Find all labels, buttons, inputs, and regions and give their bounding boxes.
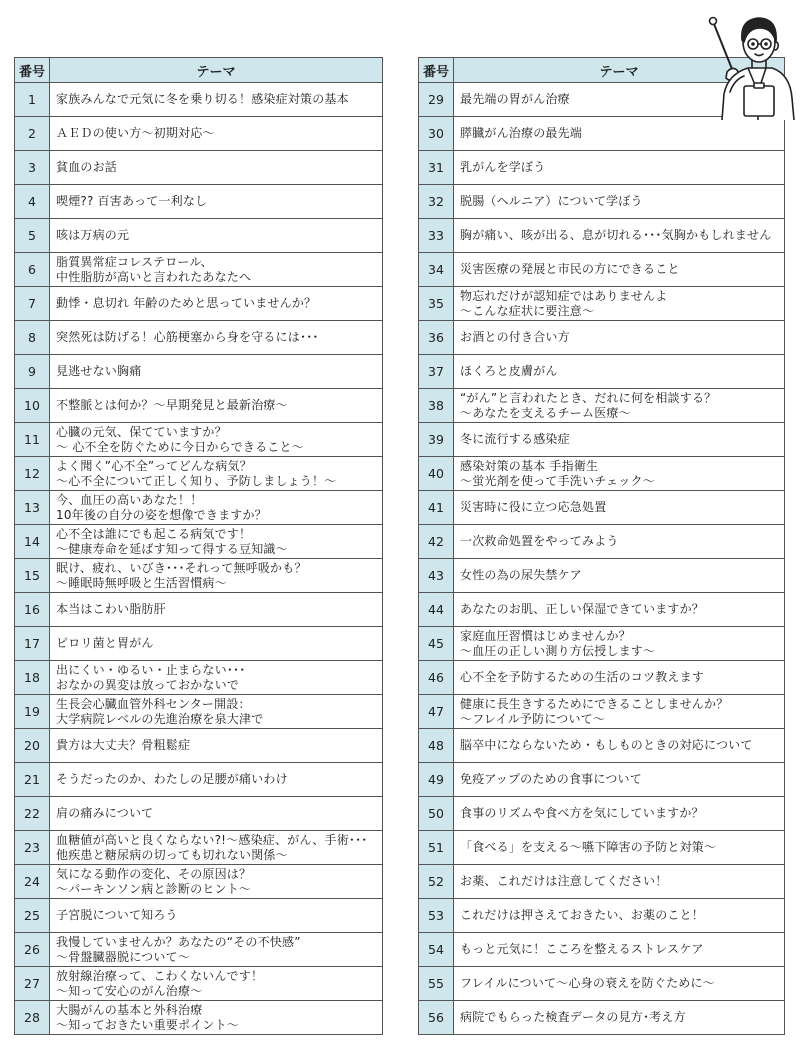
row-number: 29 xyxy=(419,83,454,117)
row-theme: 貧血のお話 xyxy=(50,151,383,185)
row-theme: 本当はこわい脂肪肝 xyxy=(50,593,383,627)
table-row xyxy=(419,389,785,423)
row-theme: これだけは押さえておきたい、お薬のこと！ xyxy=(454,899,785,933)
row-number: 46 xyxy=(419,661,454,695)
table-row xyxy=(419,695,785,729)
row-theme: 心不全を予防するための生活のコツ教えます xyxy=(454,661,785,695)
row-number: 16 xyxy=(15,593,50,627)
row-number: 17 xyxy=(15,627,50,661)
row-number: 44 xyxy=(419,593,454,627)
row-number: 53 xyxy=(419,899,454,933)
row-number: 18 xyxy=(15,661,50,695)
row-number: 19 xyxy=(15,695,50,729)
table-row xyxy=(419,457,785,491)
row-number: 25 xyxy=(15,899,50,933)
row-theme: 膵臓がん治療の最先端 xyxy=(454,117,785,151)
row-theme: ＡＥＤの使い方〜初期対応〜 xyxy=(50,117,383,151)
table-row xyxy=(15,491,383,525)
row-number: 6 xyxy=(15,253,50,287)
row-theme: 放射線治療って、こわくないんです！ 〜知って安心のがん治療〜 xyxy=(50,967,383,1001)
table-row xyxy=(419,797,785,831)
row-number: 1 xyxy=(15,83,50,117)
topics-body-left xyxy=(15,83,383,1035)
row-theme: 脂質異常症コレステロール、 中性脂肪が高いと言われたあなたへ xyxy=(50,253,383,287)
topics-table-left xyxy=(14,57,383,1035)
row-theme: 免疫アップのための食事について xyxy=(454,763,785,797)
table-row xyxy=(419,185,785,219)
row-theme: 心臓の元気、保てていますか？ 〜 心不全を防ぐために今日からできること〜 xyxy=(50,423,383,457)
table-row xyxy=(15,661,383,695)
row-number: 5 xyxy=(15,219,50,253)
table-row xyxy=(15,253,383,287)
table-row xyxy=(419,355,785,389)
table-row xyxy=(419,967,785,1001)
row-number: 32 xyxy=(419,185,454,219)
row-theme: 食事のリズムや食べ方を気にしていますか？ xyxy=(454,797,785,831)
row-number: 43 xyxy=(419,559,454,593)
row-number: 49 xyxy=(419,763,454,797)
table-row xyxy=(419,287,785,321)
row-number: 40 xyxy=(419,457,454,491)
row-theme: 咳は万病の元 xyxy=(50,219,383,253)
table-row xyxy=(15,83,383,117)
table-row xyxy=(15,831,383,865)
row-theme: もっと元気に！こころを整えるストレスケア xyxy=(454,933,785,967)
row-theme: 家庭血圧習慣はじめませんか？ 〜血圧の正しい測り方伝授します〜 xyxy=(454,627,785,661)
row-theme: 肩の痛みについて xyxy=(50,797,383,831)
table-row xyxy=(15,865,383,899)
table-row xyxy=(15,525,383,559)
row-number: 45 xyxy=(419,627,454,661)
table-row xyxy=(15,933,383,967)
row-theme: 災害医療の発展と市民の方にできること xyxy=(454,253,785,287)
table-row xyxy=(419,627,785,661)
table-row xyxy=(15,219,383,253)
row-theme: ほくろと皮膚がん xyxy=(454,355,785,389)
row-theme: 生長会心臓血管外科センター開設： 大学病院レベルの先進治療を泉大津で xyxy=(50,695,383,729)
row-number: 3 xyxy=(15,151,50,185)
row-number: 9 xyxy=(15,355,50,389)
row-theme: 突然死は防げる！心筋梗塞から身を守るには･･･ xyxy=(50,321,383,355)
row-number: 7 xyxy=(15,287,50,321)
row-theme: 喫煙?? 百害あって一利なし xyxy=(50,185,383,219)
topics-table-right xyxy=(418,57,785,1035)
row-theme: 出にくい・ゆるい・止まらない･･･ おなかの異変は放っておかないで xyxy=(50,661,383,695)
row-number: 52 xyxy=(419,865,454,899)
table-row xyxy=(15,627,383,661)
row-number: 28 xyxy=(15,1001,50,1035)
row-number: 51 xyxy=(419,831,454,865)
row-theme: ピロリ菌と胃がん xyxy=(50,627,383,661)
table-row xyxy=(15,899,383,933)
row-number: 54 xyxy=(419,933,454,967)
row-theme: 健康に長生きするためにできることしませんか？ 〜フレイル予防について〜 xyxy=(454,695,785,729)
row-theme: 大腸がんの基本と外科治療 〜知っておきたい重要ポイント〜 xyxy=(50,1001,383,1035)
table-row xyxy=(15,185,383,219)
row-number: 56 xyxy=(419,1001,454,1035)
row-number: 30 xyxy=(419,117,454,151)
table-row xyxy=(15,967,383,1001)
header-theme: テーマ xyxy=(454,58,785,83)
row-theme: あなたのお肌、正しい保湿できていますか？ xyxy=(454,593,785,627)
row-theme: 女性の為の尿失禁ケア xyxy=(454,559,785,593)
table-row xyxy=(419,831,785,865)
row-number: 33 xyxy=(419,219,454,253)
row-theme: 我慢していませんか？あなたの“その不快感” 〜骨盤臓器脱について〜 xyxy=(50,933,383,967)
row-number: 4 xyxy=(15,185,50,219)
row-theme: 病院でもらった検査データの見方･考え方 xyxy=(454,1001,785,1035)
row-theme: 貴方は大丈夫？骨粗鬆症 xyxy=(50,729,383,763)
header-number: 番号 xyxy=(15,58,50,83)
table-row xyxy=(15,423,383,457)
row-number: 13 xyxy=(15,491,50,525)
row-theme: 心不全は誰にでも起こる病気です！ 〜健康寿命を延ばす知って得する豆知識〜 xyxy=(50,525,383,559)
row-theme: 脳卒中にならないため・もしものときの対応について xyxy=(454,729,785,763)
table-row xyxy=(419,219,785,253)
row-theme: 今、血圧の高いあなた！！ 10年後の自分の姿を想像できますか？ xyxy=(50,491,383,525)
row-number: 38 xyxy=(419,389,454,423)
table-row xyxy=(419,1001,785,1035)
table-row xyxy=(419,729,785,763)
row-theme: 家族みんなで元気に冬を乗り切る！感染症対策の基本 xyxy=(50,83,383,117)
row-number: 50 xyxy=(419,797,454,831)
row-theme: 不整脈とは何か？〜早期発見と最新治療〜 xyxy=(50,389,383,423)
header-number: 番号 xyxy=(419,58,454,83)
row-number: 15 xyxy=(15,559,50,593)
row-theme: 災害時に役に立つ応急処置 xyxy=(454,491,785,525)
row-number: 14 xyxy=(15,525,50,559)
row-number: 42 xyxy=(419,525,454,559)
row-number: 24 xyxy=(15,865,50,899)
header-theme: テーマ xyxy=(50,58,383,83)
table-row xyxy=(15,1001,383,1035)
table-row xyxy=(15,559,383,593)
table-row xyxy=(419,253,785,287)
table-row xyxy=(15,763,383,797)
row-theme: 胸が痛い、咳が出る、息が切れる･･･気胸かもしれません xyxy=(454,219,785,253)
row-theme: 見逃せない胸痛 xyxy=(50,355,383,389)
table-row xyxy=(419,661,785,695)
table-row xyxy=(15,321,383,355)
row-theme: 最先端の胃がん治療 xyxy=(454,83,785,117)
row-number: 22 xyxy=(15,797,50,831)
table-row xyxy=(419,117,785,151)
row-number: 34 xyxy=(419,253,454,287)
row-theme: よく聞く”心不全”ってどんな病気？ 〜心不全について正しく知り、予防しましょう！〜 xyxy=(50,457,383,491)
row-theme: 冬に流行する感染症 xyxy=(454,423,785,457)
row-theme: 子宮脱について知ろう xyxy=(50,899,383,933)
row-number: 55 xyxy=(419,967,454,1001)
table-row xyxy=(419,899,785,933)
topics-body-right xyxy=(419,83,785,1035)
row-theme: 「食べる」を支える〜嚥下障害の予防と対策〜 xyxy=(454,831,785,865)
row-theme: 乳がんを学ぼう xyxy=(454,151,785,185)
row-number: 36 xyxy=(419,321,454,355)
table-row xyxy=(15,593,383,627)
row-theme: お薬、これだけは注意してください！ xyxy=(454,865,785,899)
row-number: 41 xyxy=(419,491,454,525)
row-theme: 物忘れだけが認知症ではありませんよ 〜こんな症状に要注意〜 xyxy=(454,287,785,321)
row-number: 31 xyxy=(419,151,454,185)
table-row xyxy=(15,151,383,185)
table-row xyxy=(419,593,785,627)
row-theme: 血糖値が高いと良くならない?!〜感染症、がん、手術･･･ 他疾患と糖尿病の切っても切れない関係〜 xyxy=(50,831,383,865)
row-number: 12 xyxy=(15,457,50,491)
row-number: 8 xyxy=(15,321,50,355)
row-theme: そうだったのか、わたしの足腰が痛いわけ xyxy=(50,763,383,797)
row-number: 20 xyxy=(15,729,50,763)
row-number: 10 xyxy=(15,389,50,423)
row-number: 26 xyxy=(15,933,50,967)
row-number: 2 xyxy=(15,117,50,151)
row-theme: 感染対策の基本 手指衛生 〜蛍光剤を使って手洗いチェック〜 xyxy=(454,457,785,491)
table-header-row xyxy=(15,58,383,83)
row-number: 23 xyxy=(15,831,50,865)
row-number: 27 xyxy=(15,967,50,1001)
row-theme: “がん”と言われたとき、だれに何を相談する？ 〜あなたを支えるチーム医療〜 xyxy=(454,389,785,423)
doctor-illustration xyxy=(700,2,796,120)
table-row xyxy=(419,151,785,185)
table-row xyxy=(15,729,383,763)
table-row xyxy=(15,117,383,151)
row-number: 35 xyxy=(419,287,454,321)
row-number: 11 xyxy=(15,423,50,457)
table-row xyxy=(419,321,785,355)
table-row xyxy=(15,355,383,389)
row-number: 39 xyxy=(419,423,454,457)
row-theme: 気になる動作の変化、その原因は？ 〜パーキンソン病と診断のヒント〜 xyxy=(50,865,383,899)
row-theme: 眠け、疲れ、いびき･･･それって無呼吸かも？ 〜睡眠時無呼吸と生活習慣病〜 xyxy=(50,559,383,593)
table-row xyxy=(15,389,383,423)
table-row xyxy=(15,797,383,831)
row-theme: 動悸・息切れ 年齢のためと思っていませんか？ xyxy=(50,287,383,321)
row-theme: 脱腸（ヘルニア）について学ぼう xyxy=(454,185,785,219)
row-number: 47 xyxy=(419,695,454,729)
table-row xyxy=(419,865,785,899)
table-row xyxy=(15,287,383,321)
row-theme: フレイルについて〜心身の衰えを防ぐために〜 xyxy=(454,967,785,1001)
table-row xyxy=(419,559,785,593)
table-row xyxy=(419,423,785,457)
row-theme: 一次救命処置をやってみよう xyxy=(454,525,785,559)
table-row xyxy=(15,457,383,491)
table-row xyxy=(419,933,785,967)
table-row xyxy=(15,695,383,729)
table-row xyxy=(419,763,785,797)
row-number: 21 xyxy=(15,763,50,797)
row-number: 37 xyxy=(419,355,454,389)
table-row xyxy=(419,525,785,559)
row-number: 48 xyxy=(419,729,454,763)
table-row xyxy=(419,491,785,525)
row-theme: お酒との付き合い方 xyxy=(454,321,785,355)
